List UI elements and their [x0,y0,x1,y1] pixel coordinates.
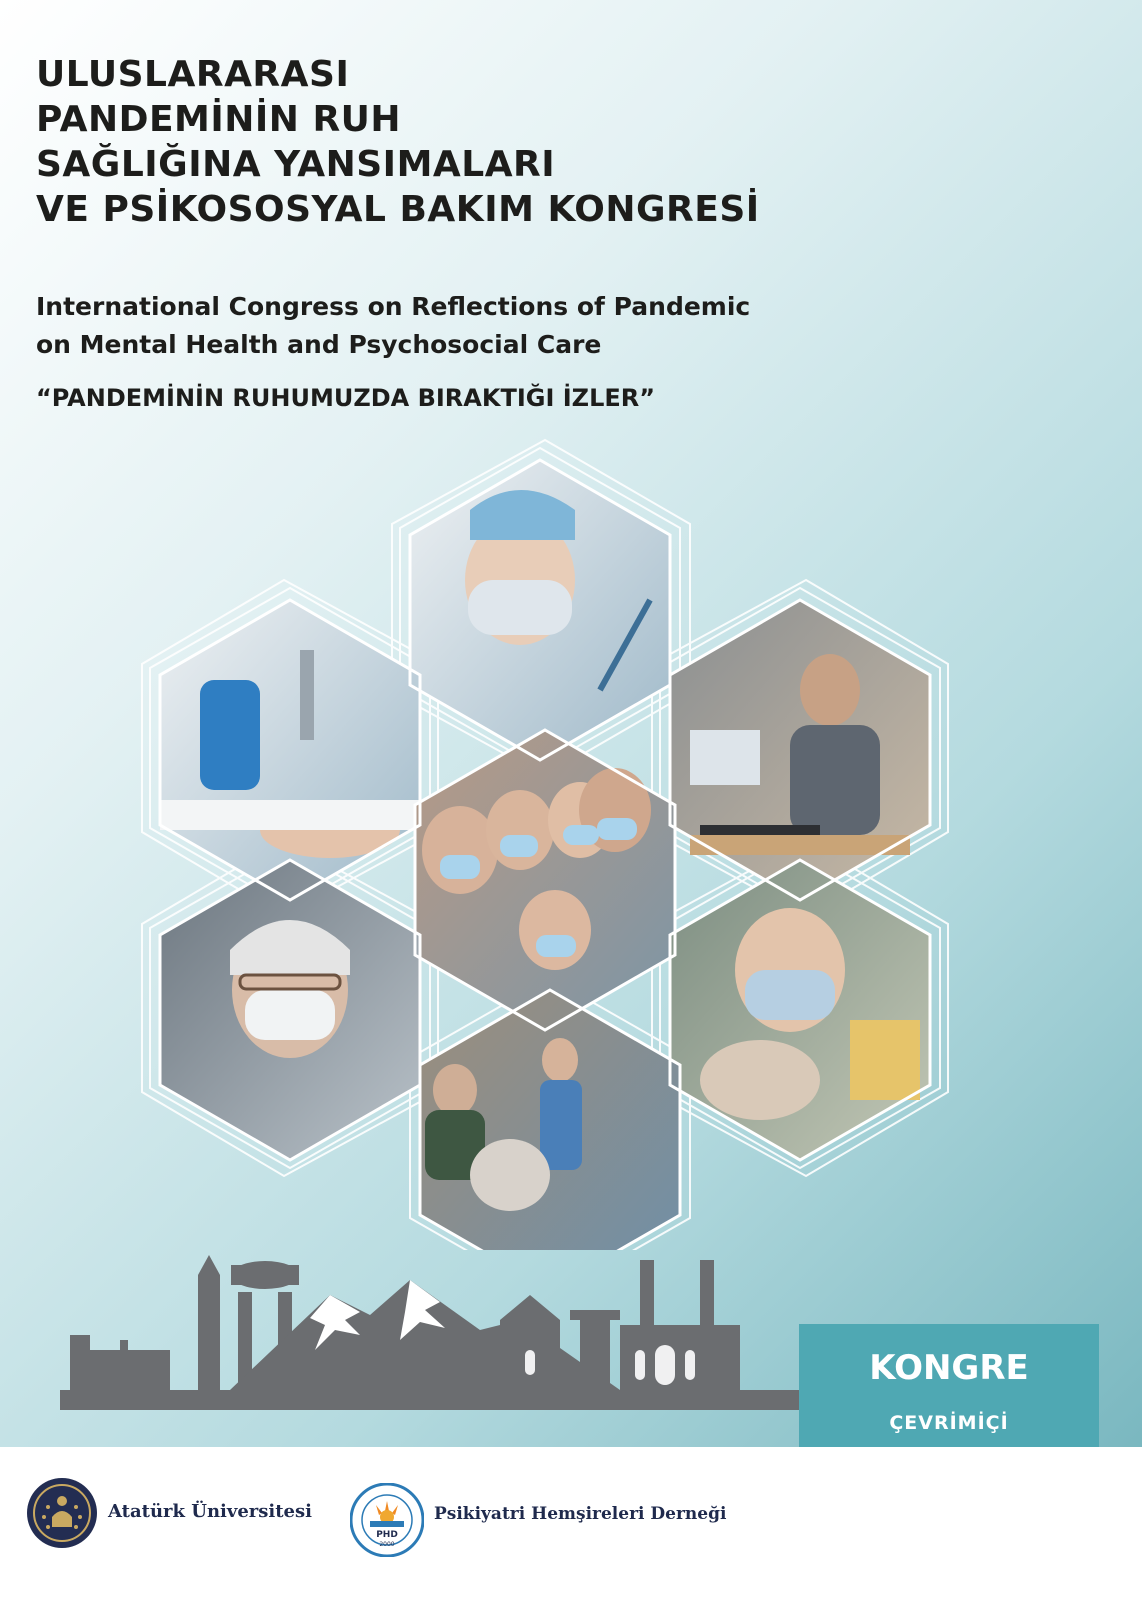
congress-label: KONGRE [869,1348,1029,1388]
phd-badge: PHD [376,1530,398,1540]
skyline-graphic [60,1240,800,1420]
city-skyline [60,1240,800,1420]
phd-association-name: Psikiyatri Hemşireleri Derneği [434,1504,727,1524]
title-line: PANDEMİNİN RUH [36,99,402,140]
congress-mode: ÇEVRİMİÇİ [889,1412,1009,1434]
title-line: VE PSİKOSOSYAL BAKIM KONGRESİ [36,189,760,230]
phd-association-logo-icon [350,1483,424,1557]
title-line: SAĞLIĞINA YANSIMALARI [36,144,556,185]
phd-year: 2000 [379,1541,395,1548]
hexagon-collage-graphic [0,430,1142,1250]
ataturk-university-name: Atatürk Üniversitesi [108,1501,312,1522]
title-line: on Mental Health and Psychosocial Care [36,330,602,359]
hexagon-collage [0,430,1142,1250]
man-laptop-photo [670,600,930,900]
title-line: International Congress on Reflections of Pandemic [36,292,751,321]
slogan: “PANDEMİNİN RUHUMUZDA BIRAKTIĞI İZLER” [36,384,656,412]
footer [0,1447,1142,1600]
title-turkish [36,52,1036,232]
title-line: ULUSLARARASI [36,54,350,95]
ataturk-university-logo-icon [26,1477,98,1549]
title-english [36,288,1036,364]
family-masks-photo [415,730,675,1030]
